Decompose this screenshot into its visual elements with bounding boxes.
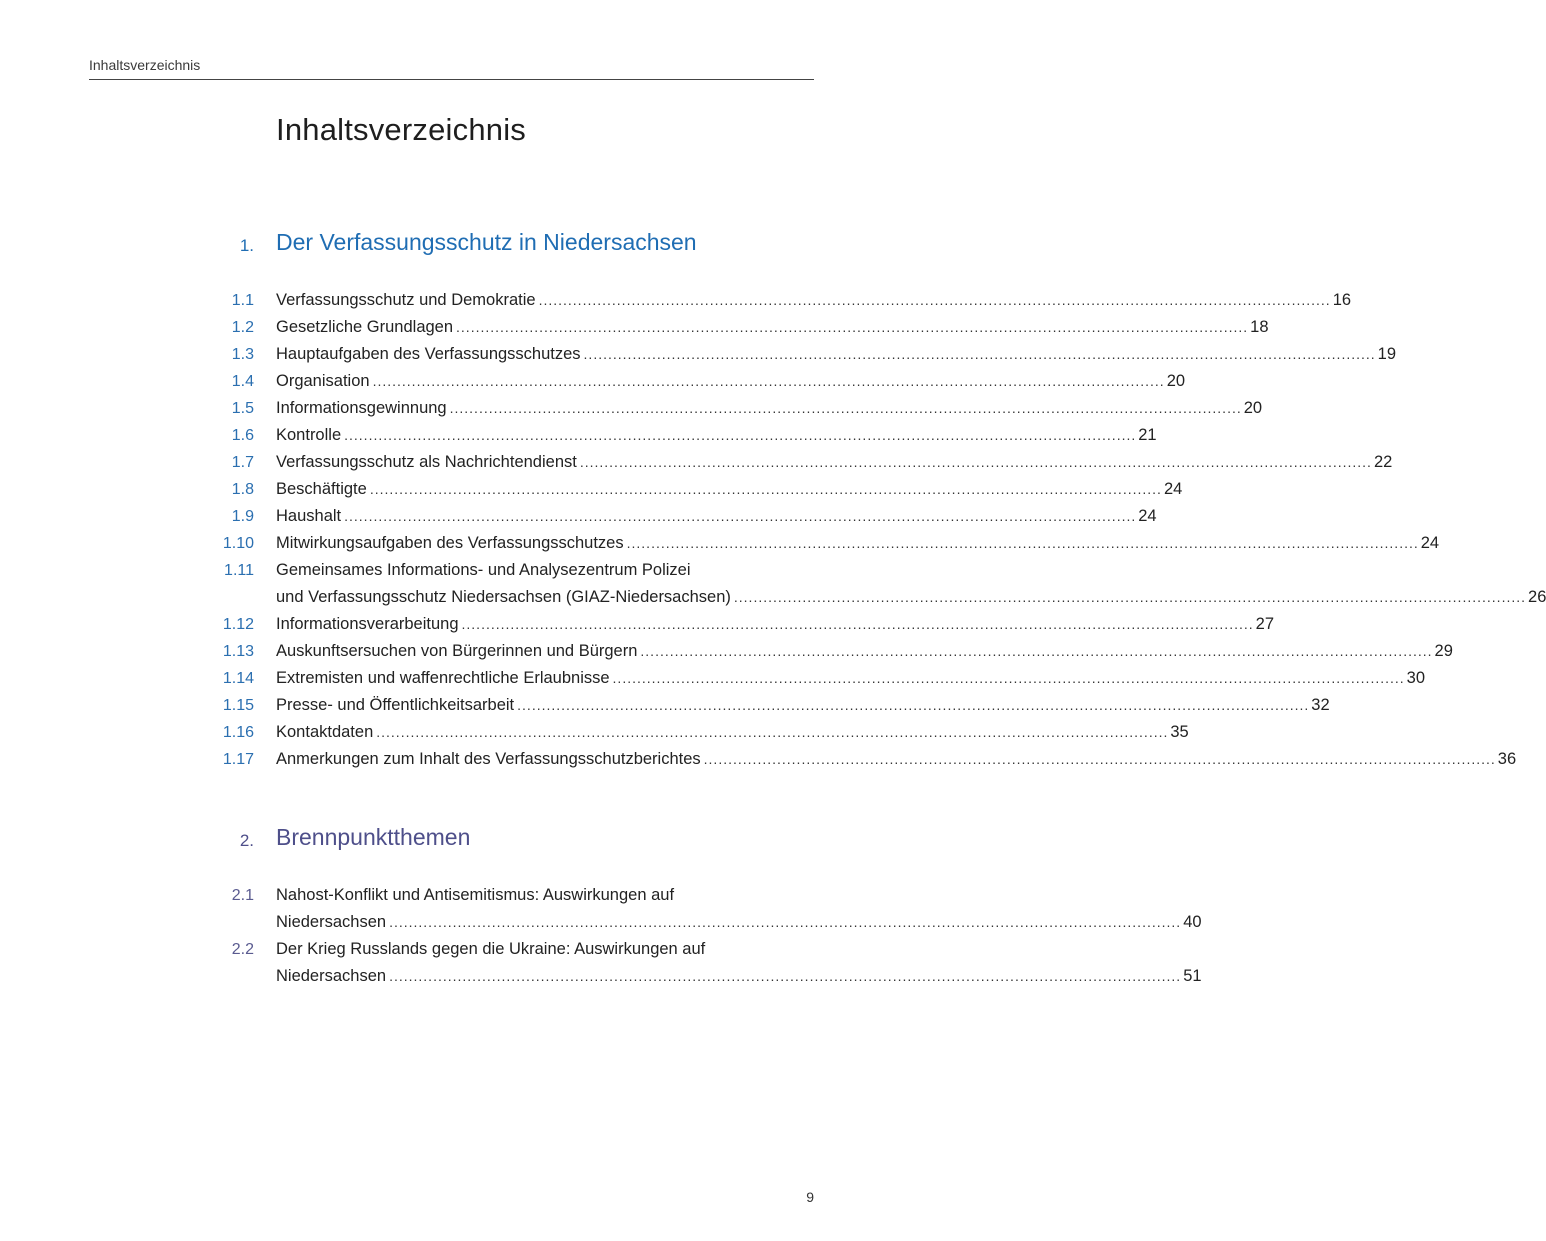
dot-leader: .................................................................................................................................................................. — [389, 914, 1182, 930]
entry-number: 1.15 — [222, 697, 254, 714]
toc-entry[interactable] — [0, 368, 1186, 395]
toc-entry[interactable] — [0, 503, 1157, 530]
entry-number: 1.14 — [222, 670, 254, 687]
entry-title: Niedersachsen — [276, 913, 387, 931]
entry-page: 35 — [1170, 723, 1189, 741]
entry-page: 24 — [1420, 534, 1440, 552]
entry-number: 1.13 — [222, 643, 254, 660]
toc-entries-section-2 — [0, 882, 1202, 990]
entry-page: 30 — [1406, 669, 1426, 687]
entry-number: 1.5 — [231, 400, 254, 417]
entry-number: 1.12 — [222, 616, 254, 633]
dot-leader: .................................................................................................................................................................. — [517, 697, 1310, 713]
dot-leader: .................................................................................................................................................................. — [626, 535, 1419, 551]
entry-page: 26 — [1528, 588, 1546, 606]
entry-title: Organisation — [276, 372, 370, 390]
dot-leader: .................................................................................................................................................................. — [389, 968, 1182, 984]
page-title: Inhaltsverzeichnis — [276, 112, 526, 147]
entry-title: Extremisten und waffenrechtliche Erlaubnisse — [276, 669, 610, 687]
entry-page: 29 — [1434, 642, 1453, 660]
dot-leader: .................................................................................................................................................................. — [583, 346, 1376, 362]
entry-number: 1.8 — [231, 481, 254, 498]
entry-title: Verfassungsschutz als Nachrichtendienst — [276, 453, 577, 471]
entry-page: 21 — [1138, 426, 1157, 444]
dot-leader: .................................................................................................................................................................. — [612, 670, 1405, 686]
section-number: 2. — [239, 831, 254, 850]
entry-title: Niedersachsen — [276, 967, 387, 985]
entry-number: 1.11 — [224, 562, 254, 579]
entry-number: 2.2 — [231, 941, 254, 958]
dot-leader: .................................................................................................................................................................. — [579, 454, 1372, 470]
entry-number: 1.16 — [222, 724, 254, 741]
toc-entry[interactable] — [0, 395, 1263, 422]
entry-page: 16 — [1332, 291, 1352, 309]
entry-title: Anmerkungen zum Inhalt des Verfassungsschutzberichtes — [276, 750, 701, 768]
toc-entry[interactable] — [0, 422, 1157, 449]
entry-title: Presse- und Öffentlichkeitsarbeit — [276, 696, 515, 714]
entry-number: 1.17 — [222, 751, 254, 768]
entry-title: Kontrolle — [276, 426, 342, 444]
entry-title: Haushalt — [276, 507, 342, 525]
toc-entries-section-1 — [0, 287, 1546, 773]
toc-entry[interactable] — [0, 746, 1517, 773]
dot-leader: .................................................................................................................................................................. — [733, 589, 1527, 605]
entry-number: 1.2 — [231, 319, 254, 336]
entry-title: Mitwirkungsaufgaben des Verfassungsschutzes — [276, 534, 624, 552]
toc-entry[interactable] — [0, 557, 1546, 611]
toc-entry[interactable] — [0, 314, 1269, 341]
dot-leader: .................................................................................................................................................................. — [640, 643, 1433, 659]
entry-title-line-1: Gemeinsames Informations- und Analysezentrum Polizei — [276, 561, 691, 579]
toc-entry[interactable] — [0, 882, 1202, 936]
dot-leader: .................................................................................................................................................................. — [376, 724, 1169, 740]
entry-number: 1.1 — [231, 292, 254, 309]
dot-leader: .................................................................................................................................................................. — [344, 508, 1137, 524]
entry-page: 40 — [1183, 913, 1202, 931]
entry-number: 1.3 — [231, 346, 254, 363]
section-title[interactable]: Der Verfassungsschutz in Niedersachsen — [276, 229, 697, 255]
entry-page: 20 — [1166, 372, 1186, 390]
running-head: Inhaltsverzeichnis — [89, 57, 201, 73]
toc-entry[interactable] — [0, 449, 1393, 476]
entry-page: 24 — [1163, 480, 1183, 498]
toc-entry[interactable] — [0, 692, 1330, 719]
section-title[interactable]: Brennpunktthemen — [276, 824, 471, 850]
entry-title: Auskunftsersuchen von Bürgerinnen und Bürgern — [276, 642, 638, 660]
entry-title: Kontaktdaten — [276, 723, 374, 741]
entry-number: 1.10 — [222, 535, 254, 552]
toc-entry[interactable] — [0, 936, 1202, 990]
entry-title: Informationsverarbeitung — [276, 615, 459, 633]
entry-title: Gesetzliche Grundlagen — [276, 318, 454, 336]
entry-number: 1.6 — [231, 427, 254, 444]
entry-title: und Verfassungsschutz Niedersachsen (GIAZ-Niedersachsen) — [276, 588, 731, 606]
toc-entry[interactable] — [0, 530, 1440, 557]
dot-leader: .................................................................................................................................................................. — [369, 481, 1162, 497]
toc-entry[interactable] — [0, 638, 1453, 665]
entry-title-line-1: Der Krieg Russlands gegen die Ukraine: Auswirkungen auf — [276, 940, 706, 958]
dot-leader: .................................................................................................................................................................. — [449, 400, 1242, 416]
entry-title: Informationsgewinnung — [276, 399, 447, 417]
entry-number: 1.4 — [231, 373, 254, 390]
toc-entry[interactable] — [0, 611, 1274, 638]
entry-page: 51 — [1183, 967, 1202, 985]
entry-title: Beschäftigte — [276, 480, 367, 498]
dot-leader: .................................................................................................................................................................. — [372, 373, 1165, 389]
toc-entry[interactable] — [0, 665, 1426, 692]
entry-page: 27 — [1255, 615, 1274, 633]
header-rule — [89, 79, 814, 80]
entry-title: Hauptaufgaben des Verfassungsschutzes — [276, 345, 581, 363]
entry-page: 20 — [1243, 399, 1263, 417]
toc-entry[interactable] — [0, 719, 1189, 746]
section-number: 1. — [239, 236, 254, 255]
dot-leader: .................................................................................................................................................................. — [344, 427, 1137, 443]
entry-number: 2.1 — [231, 887, 254, 904]
entry-number: 1.9 — [231, 508, 254, 525]
dot-leader: .................................................................................................................................................................. — [456, 319, 1249, 335]
entry-page: 18 — [1250, 318, 1269, 336]
dot-leader: .................................................................................................................................................................. — [703, 751, 1496, 767]
entry-page: 32 — [1311, 696, 1330, 714]
dot-leader: .................................................................................................................................................................. — [461, 616, 1254, 632]
toc-entry[interactable] — [0, 341, 1397, 368]
entry-title: Verfassungsschutz und Demokratie — [276, 291, 536, 309]
toc-entry[interactable] — [0, 476, 1183, 503]
page-number: 9 — [806, 1189, 814, 1205]
toc-entry[interactable] — [0, 287, 1352, 314]
entry-title-line-1: Nahost-Konflikt und Antisemitismus: Auswirkungen auf — [276, 886, 675, 904]
entry-page: 36 — [1497, 750, 1517, 768]
entry-page: 24 — [1138, 507, 1157, 525]
entry-page: 22 — [1373, 453, 1393, 471]
dot-leader: .................................................................................................................................................................. — [538, 292, 1331, 308]
entry-page: 19 — [1377, 345, 1397, 363]
entry-number: 1.7 — [231, 454, 254, 471]
